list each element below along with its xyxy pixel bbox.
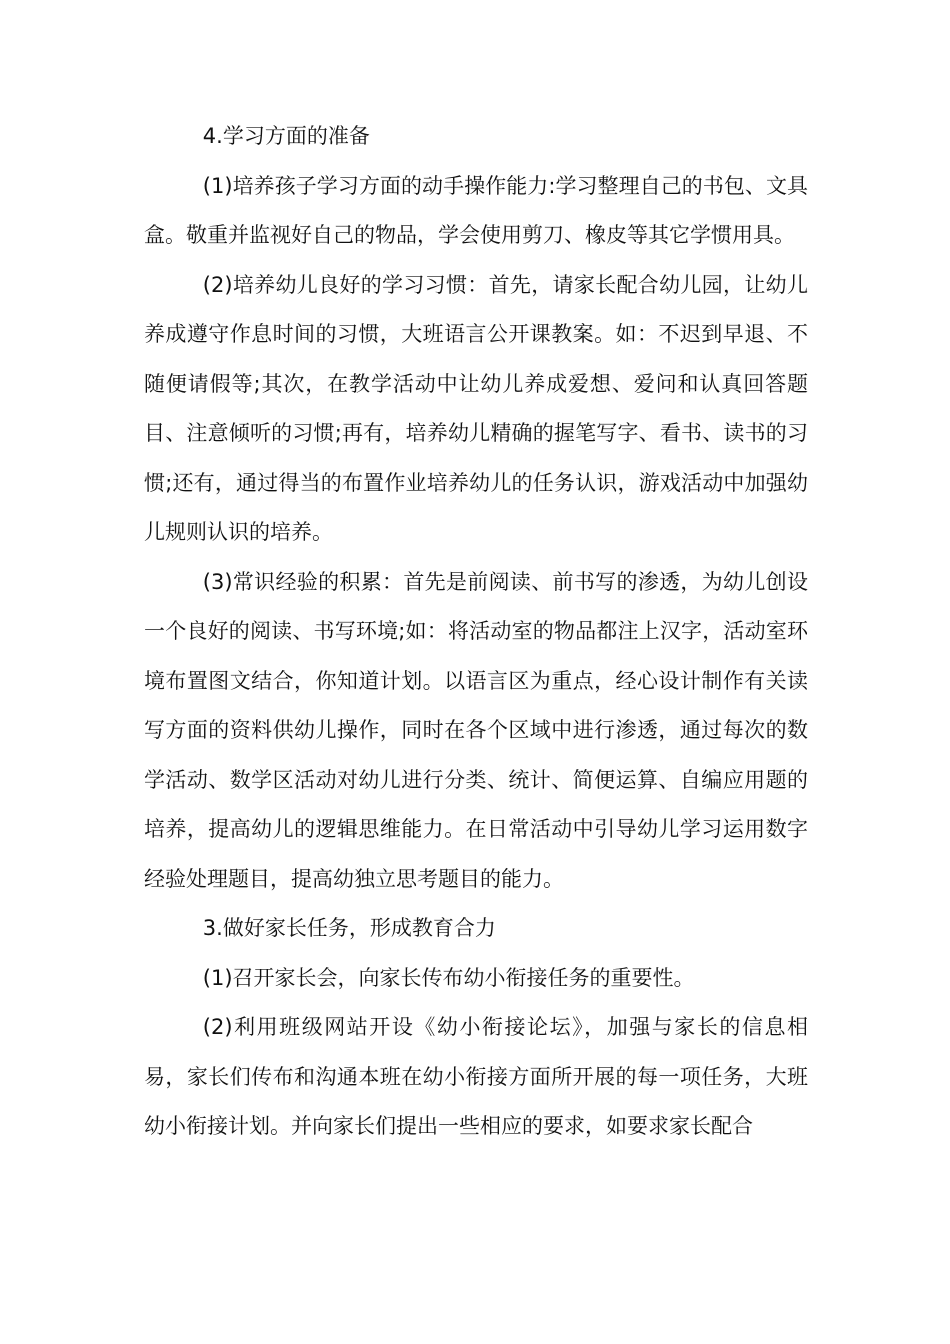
paragraph-parent-meeting: (1)召开家长会，向家长传布幼小衔接任务的重要性。 bbox=[202, 965, 695, 990]
document-body bbox=[144, 112, 808, 1152]
paragraph-study-habits: (2)培养幼儿良好的学习习惯：首先，请家长配合幼儿园，让幼儿养成遵守作息时间的习惯，大班语言公开课教案。如：不迟到早退、不随便请假等;其次，在教学活动中让幼儿养成爱想、爱问和认真回答题目、注意倾听的习惯;再有，培养幼儿精确的握笔写字、看书、读书的习惯;还有，通过得当的布置作业培养幼儿的任务认识，游戏活动中加强幼儿规则认识的培养。 bbox=[144, 272, 808, 544]
paragraph-class-website-forum: (2)利用班级网站开设《幼小衔接论坛》，加强与家长的信息相易，家长们传布和沟通本班在幼小衔接方面所开展的每一项任务，大班幼小衔接计划。并向家长们提出一些相应的要求，如要求家长配合 bbox=[144, 1015, 808, 1138]
section-heading-study-preparation: 4.学习方面的准备 bbox=[202, 124, 370, 148]
paragraph-hands-on-ability: (1)培养孩子学习方面的动手操作能力:学习整理自己的书包、文具盒。敬重并监视好自己的物品，学会使用剪刀、橡皮等其它学惯用具。 bbox=[144, 173, 808, 247]
section-heading-parent-work: 3.做好家长任务，形成教育合力 bbox=[202, 916, 496, 940]
paragraph-knowledge-accumulation: (3)常识经验的积累：首先是前阅读、前书写的渗透，为幼儿创设一个良好的阅读、书写环境;如：将活动室的物品都注上汉字，活动室环境布置图文结合，你知道计划。以语言区为重点，经心设计制作有关读写方面的资料供幼儿操作，同时在各个区域中进行渗透，通过每次的数学活动、数学区活动对幼儿进行分类、统计、简便运算、自编应用题的培养，提高幼儿的逻辑思维能力。在日常活动中引导幼儿学习运用数字经验处理题目，提高幼独立思考题目的能力。 bbox=[144, 569, 808, 891]
